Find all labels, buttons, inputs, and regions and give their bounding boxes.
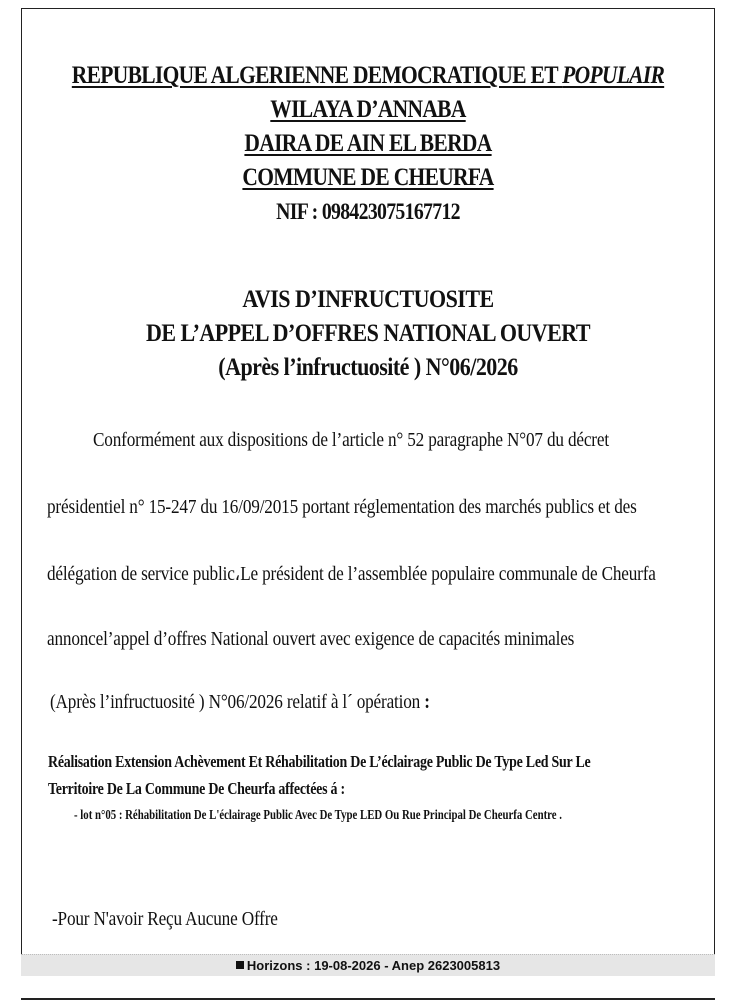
issuer-header	[22, 59, 714, 229]
publication-footer	[21, 954, 715, 976]
body-line-5: (Après l’infructuosité ) N°06/2026 relatif à l´ opération :	[50, 691, 430, 713]
reason-line: -Pour N'avoir Reçu Aucune Offre	[52, 908, 278, 930]
daira-line: DAIRA DE AIN EL BERDA	[244, 130, 492, 157]
notice-title	[22, 283, 714, 385]
square-bullet-icon	[236, 961, 244, 969]
republic-line: REPUBLIQUE ALGERIENNE DEMOCRATIQUE ET POPULAIR	[71, 62, 665, 89]
operation-line-1: Réalisation Extension Achèvement Et Réhabilitation De L’éclairage Public De Type Led Sur Le	[48, 752, 591, 771]
body-line-2: présidentiel n° 15-247 du 16/09/2015 portant réglementation des marchés publics et des	[47, 496, 637, 518]
title-line-1: AVIS D’INFRUCTUOSITE	[242, 286, 494, 313]
operation-line-2: Territoire De La Commune De Cheurfa affectées á :	[48, 779, 345, 798]
wilaya-line: WILAYA D’ANNABA	[270, 96, 466, 123]
title-line-3: (Après l’infructuosité ) N°06/2026	[218, 354, 518, 381]
body-line-4: annoncel’appel d’offres National ouvert avec exigence de capacités minimales	[47, 628, 575, 650]
body-line-1: Conformément aux dispositions de l’article n° 52 paragraphe N°07 du décret	[93, 429, 609, 451]
commune-line: COMMUNE DE CHEURFA	[242, 164, 494, 191]
notice-frame	[21, 8, 715, 976]
bottom-divider	[21, 998, 715, 1000]
footer-text: Horizons : 19-08-2026 - Anep 2623005813	[246, 958, 501, 973]
title-line-2: DE L’APPEL D’OFFRES NATIONAL OUVERT	[145, 320, 591, 347]
body-line-3: délégation de service public،Le président de l’assemblée populaire communale de Cheurfa	[47, 563, 656, 585]
nif-line: NIF : 098423075167712	[276, 199, 460, 224]
lot-line: - lot n°05 : Réhabilitation De L'éclairage Public Avec De Type LED Ou Rue Principal De Cheurfa Centre .	[74, 807, 562, 822]
